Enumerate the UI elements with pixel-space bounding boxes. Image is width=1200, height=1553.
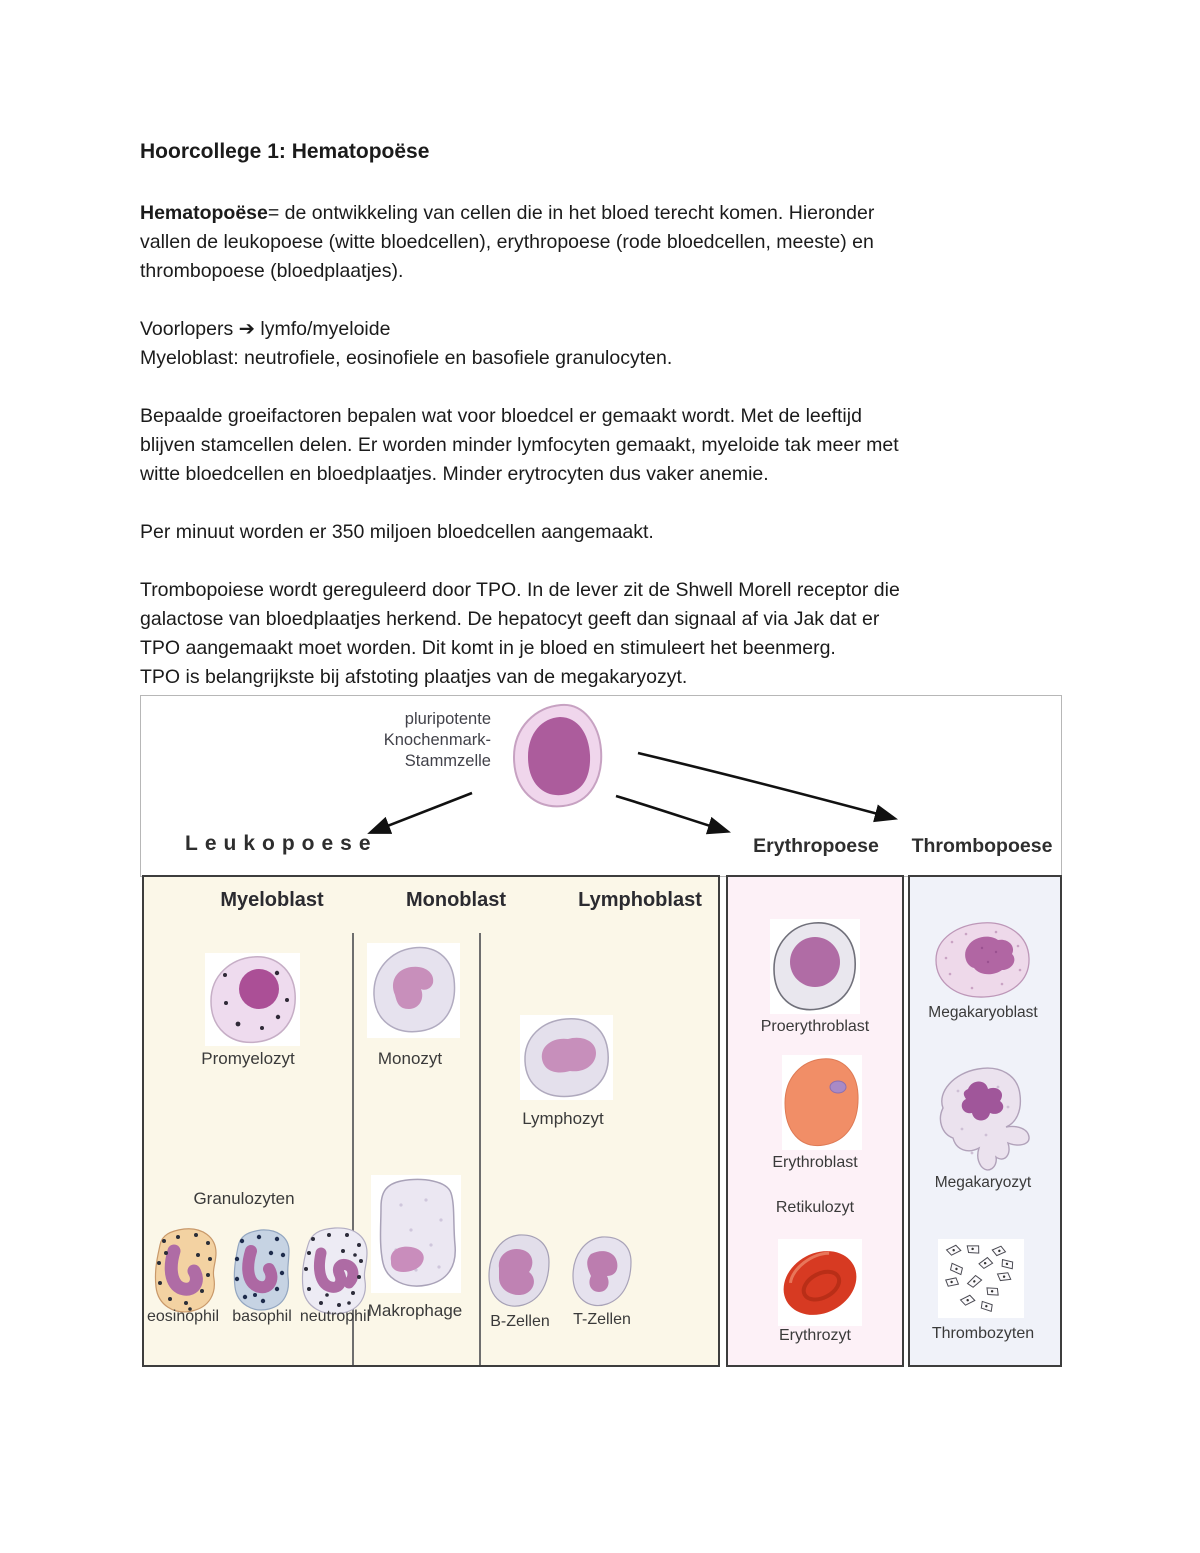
monozyt-tile — [367, 943, 460, 1038]
branch-label-erythropoese: Erythropoese — [753, 835, 879, 857]
megakaryoblast-cell-illustration — [932, 920, 1034, 1000]
label-neutrophil: neutrophil — [299, 1308, 371, 1325]
trombopoiese-paragraph — [140, 576, 1070, 692]
page-title: Hoorcollege 1: Hematopoëse — [140, 140, 430, 163]
label-erythrozyt: Erythrozyt — [778, 1327, 851, 1344]
stem-label-line: pluripotente — [404, 710, 491, 728]
proerythroblast-tile — [770, 919, 860, 1014]
branch-label-thrombopoese: Thrombopoese — [911, 835, 1053, 857]
paragraph-line: thrombopoese (bloedplaatjes). — [140, 260, 404, 282]
thrombozyten-illustration — [938, 1239, 1024, 1318]
b-cell-illustration — [485, 1232, 552, 1310]
label-retikulozyt: Retikulozyt — [775, 1199, 855, 1216]
t-cell-illustration — [569, 1234, 635, 1309]
paragraph-line: Per minuut worden er 350 miljoen bloedcellen aangemaakt. — [140, 521, 654, 543]
proerythroblast-cell-illustration — [770, 919, 860, 1014]
erythrozyt-tile — [778, 1239, 862, 1326]
label-basophil: basophil — [232, 1308, 292, 1325]
makrophage-cell-illustration — [371, 1175, 461, 1293]
label-b-zellen: B-Zellen — [490, 1313, 550, 1330]
label-thrombozyten: Thrombozyten — [931, 1325, 1035, 1342]
header-myeloblast: Myeloblast — [220, 889, 324, 911]
makrophage-tile — [371, 1175, 461, 1293]
diagram-top-section — [140, 695, 1062, 877]
label-erythroblast: Erythroblast — [772, 1154, 858, 1171]
erythropoese-panel — [726, 875, 904, 1367]
paragraph-line-text: = de ontwikkeling van cellen die in het bloed terecht komen. Hieronder — [267, 202, 875, 224]
paragraph-line: Myeloblast: neutrofiele, eosinofiele en basofiele granulocyten. — [140, 347, 673, 369]
promyelozyt-cell-illustration — [205, 953, 300, 1046]
label-makrophage: Makrophage — [367, 1301, 463, 1320]
label-t-zellen: T-Zellen — [573, 1311, 631, 1328]
header-monoblast: Monoblast — [406, 889, 506, 911]
paragraph-line: Voorlopers ➔ lymfo/myeloide — [140, 318, 391, 340]
lymphozyt-cell-illustration — [520, 1015, 613, 1100]
paragraph-line: witte bloedcellen en bloedplaatjes. Minder erytrocyten dus vaker anemie. — [140, 463, 769, 485]
erythrozyt-cell-illustration — [778, 1239, 862, 1326]
label-megakaryoblast: Megakaryoblast — [928, 1004, 1038, 1021]
paragraph-line — [140, 199, 1070, 228]
monozyt-cell-illustration — [367, 943, 460, 1038]
label-monozyt: Monozyt — [377, 1049, 443, 1068]
erythroblast-tile — [782, 1055, 862, 1150]
per-minuut-paragraph — [140, 518, 1070, 547]
label-promyelozyt: Promyelozyt — [201, 1049, 295, 1068]
header-lymphoblast: Lymphoblast — [578, 889, 702, 911]
diagram-panels — [140, 875, 1062, 1369]
paragraph-line: blijven stamcellen delen. Er worden minder lymfocyten gemaakt, myeloide tak meer met — [140, 434, 899, 456]
label-megakaryozyt: Megakaryozyt — [934, 1174, 1032, 1191]
promyelozyt-tile — [205, 953, 300, 1046]
paragraph-line: vallen de leukopoese (witte bloedcellen), erythropoese (rode bloedcellen, meeste) en — [140, 231, 874, 253]
thrombopoese-panel — [908, 875, 1062, 1367]
eosinophil-cell-illustration — [150, 1225, 220, 1317]
lymphozyt-tile — [520, 1015, 613, 1100]
paragraph-line: TPO aangemaakt moet worden. Dit komt in je bloed en stimuleert het beenmerg. — [140, 637, 836, 659]
hematopoiesis-diagram — [140, 695, 1062, 1373]
paragraph-line: Trombopoiese wordt gereguleerd door TPO. In de lever zit de Shwell Morell receptor die — [140, 579, 900, 601]
paragraph-line: TPO is belangrijkste bij afstoting plaatjes van de megakaryozyt. — [140, 666, 688, 688]
lecture-notes-text — [140, 140, 1070, 721]
voorlopers-paragraph — [140, 315, 1070, 373]
label-eosinophil: eosinophil — [146, 1308, 220, 1325]
stem-label-line: Knochenmark- — [383, 731, 491, 749]
label-lymphozyt: Lymphozyt — [522, 1109, 604, 1128]
leukopoese-panel — [142, 875, 720, 1367]
branch-label-leukopoese: Leukopoese — [185, 832, 378, 855]
label-granulozyten: Granulozyten — [193, 1189, 295, 1208]
erythroblast-cell-illustration — [782, 1055, 862, 1150]
basophil-cell-illustration — [229, 1227, 293, 1315]
thrombozyten-tile — [938, 1239, 1024, 1318]
intro-paragraph — [140, 199, 1070, 286]
paragraph-line: Bepaalde groeifactoren bepalen wat voor bloedcel er gemaakt wordt. Met de leeftijd — [140, 405, 862, 427]
intro-term: Hematopoëse — [140, 202, 268, 224]
label-proerythroblast: Proerythroblast — [760, 1018, 870, 1035]
paragraph-line: galactose van bloedplaatjes herkend. De hepatocyt geeft dan signaal af via Jak dat er — [140, 608, 880, 630]
groeifactoren-paragraph — [140, 402, 1070, 489]
stem-label-line: Stammzelle — [404, 752, 491, 770]
megakaryozyt-cell-illustration — [928, 1063, 1033, 1181]
